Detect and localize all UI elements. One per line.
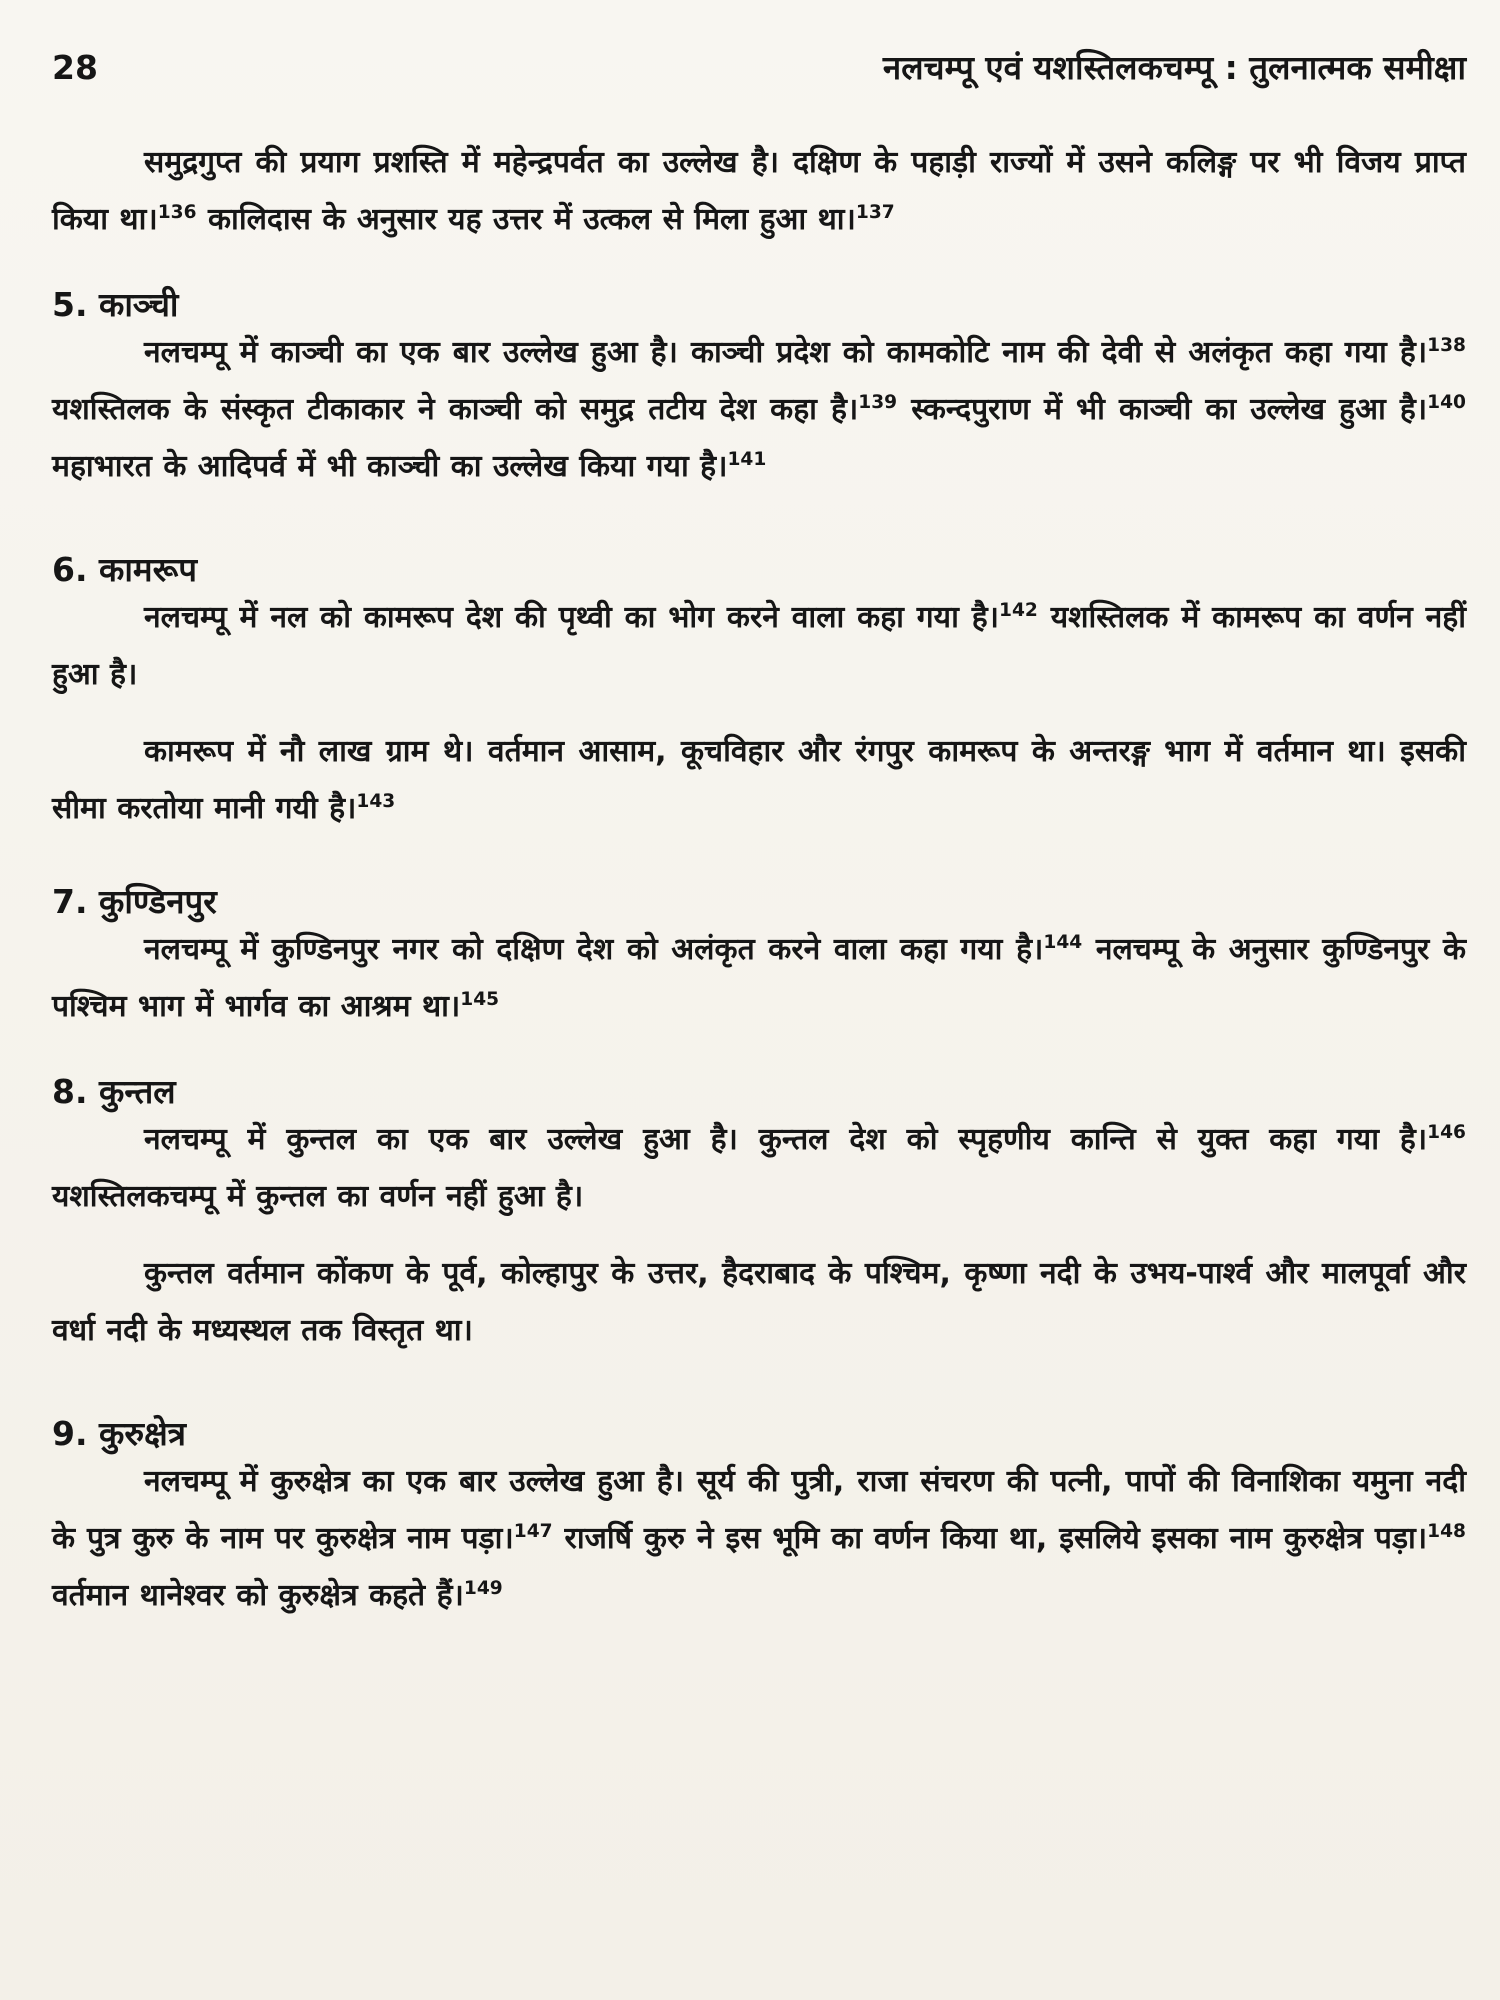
footnote-145: 145 bbox=[460, 989, 500, 1010]
kundinapur-text-2: नलचम्पू के अनुसार कुण्डिनपुर के पश्चिम भाग में भार्गव का आश्रम था। bbox=[52, 932, 1466, 1024]
page-content bbox=[52, 134, 1466, 1624]
kundinapur-paragraph bbox=[52, 921, 1466, 1035]
footnote-142: 142 bbox=[999, 600, 1038, 621]
footnote-136: 136 bbox=[157, 202, 197, 223]
page-header bbox=[52, 48, 1466, 134]
section-kurukshetra bbox=[52, 1397, 1466, 1624]
section-heading-kamarupa: 6. कामरूप bbox=[52, 550, 197, 590]
footnote-138: 138 bbox=[1427, 335, 1466, 356]
intro-paragraph bbox=[52, 134, 1466, 248]
kuntal-paragraph-2 bbox=[52, 1245, 1466, 1359]
kamarupa-text-2: यशस्तिलक में कामरूप का वर्णन नहीं हुआ है। bbox=[52, 600, 1467, 692]
spacer bbox=[52, 248, 1466, 268]
footnote-144: 144 bbox=[1043, 932, 1083, 953]
spacer bbox=[52, 703, 1466, 723]
footnote-146: 146 bbox=[1427, 1122, 1466, 1143]
kanchi-text-2: यशस्तिलक के संस्कृत टीकाकार ने काञ्ची को समुद्र तटीय देश कहा है। bbox=[52, 392, 859, 427]
section-kuntal bbox=[52, 1055, 1466, 1359]
intro-text-1: समुद्रगुप्त की प्रयाग प्रशस्ति में महेन्द्रपर्वत का उल्लेख है। दक्षिण के पहाड़ी राज्यों में उसने कलिङ्ग पर भी विजय प्राप्त किया था। bbox=[52, 145, 1466, 237]
footnote-149: 149 bbox=[463, 1578, 503, 1599]
kanchi-text-3: स्कन्दपुराण में भी काञ्ची का उल्लेख हुआ है। bbox=[897, 392, 1428, 427]
kamarupa-text-1: नलचम्पू में नल को कामरूप देश की पृथ्वी का भोग करने वाला कहा गया है। bbox=[144, 600, 1000, 635]
section-kundinapur bbox=[52, 865, 1466, 1035]
kamarupa-paragraph-2 bbox=[52, 723, 1466, 837]
section-kanchi bbox=[52, 268, 1466, 495]
kamarupa-text-3: कामरूप में नौ लाख ग्राम थे। वर्तमान आसाम, कूचविहार और रंगपुर कामरूप के अन्तरङ्ग भाग में वर्तमान था। इसकी सीमा करतोया मानी गयी है। bbox=[52, 734, 1466, 826]
intro-text-2: कालिदास के अनुसार यह उत्तर में उत्कल से मिला हुआ था। bbox=[196, 202, 856, 237]
footnote-139: 139 bbox=[858, 392, 898, 413]
kurukshetra-text-1: नलचम्पू में कुरुक्षेत्र का एक बार उल्लेख हुआ है। सूर्य की पुत्री, राजा संचरण की पत्नी, पापों की विनाशिका यमुना नदी के पुत्र कुरु के नाम पर कुरुक्षेत्र नाम पड़ा। bbox=[52, 1464, 1466, 1556]
spacer bbox=[52, 1035, 1466, 1055]
kanchi-text-1: नलचम्पू में काञ्ची का एक बार उल्लेख हुआ है। काञ्ची प्रदेश को कामकोटि नाम की देवी से अलंकृत कहा गया है। bbox=[144, 335, 1428, 370]
kuntal-paragraph-1 bbox=[52, 1111, 1466, 1225]
spacer bbox=[52, 837, 1466, 865]
section-heading-kanchi: 5. काञ्ची bbox=[52, 285, 179, 325]
kamarupa-paragraph-1 bbox=[52, 589, 1466, 703]
kuntal-text-1: नलचम्पू में कुन्तल का एक बार उल्लेख हुआ है। कुन्तल देश को स्पृहणीय कान्ति से युक्त कहा गया है। bbox=[144, 1122, 1428, 1157]
footnote-137: 137 bbox=[855, 202, 895, 223]
kuntal-text-2: यशस्तिलकचम्पू में कुन्तल का वर्णन नहीं हुआ है। bbox=[52, 1179, 584, 1214]
kurukshetra-paragraph bbox=[52, 1453, 1466, 1624]
spacer bbox=[52, 1359, 1466, 1397]
spacer bbox=[52, 495, 1466, 533]
section-heading-kurukshetra: 9. कुरुक्षेत्र bbox=[52, 1414, 186, 1454]
section-heading-kundinapur: 7. कुण्डिनपुर bbox=[52, 882, 217, 922]
section-heading-kuntal: 8. कुन्तल bbox=[52, 1072, 176, 1112]
kundinapur-text-1: नलचम्पू में कुण्डिनपुर नगर को दक्षिण देश को अलंकृत करने वाला कहा गया है। bbox=[144, 932, 1044, 967]
kanchi-text-4: महाभारत के आदिपर्व में भी काञ्ची का उल्लेख किया गया है। bbox=[52, 449, 728, 484]
kuntal-text-3: कुन्तल वर्तमान कोंकण के पूर्व, कोल्हापुर के उत्तर, हैदराबाद के पश्चिम, कृष्णा नदी के उभय-पार्श्व और मालपूर्वा और वर्धा नदी के मध्यस्थल तक विस्तृत था। bbox=[52, 1256, 1466, 1348]
footnote-147: 147 bbox=[513, 1521, 553, 1542]
kurukshetra-text-3: वर्तमान थानेश्वर को कुरुक्षेत्र कहते हैं। bbox=[52, 1578, 464, 1613]
footnote-143: 143 bbox=[356, 791, 396, 812]
kanchi-paragraph bbox=[52, 324, 1466, 495]
spacer bbox=[52, 1225, 1466, 1245]
footnote-141: 141 bbox=[727, 449, 767, 470]
footnote-148: 148 bbox=[1427, 1521, 1466, 1542]
footnote-140: 140 bbox=[1427, 392, 1466, 413]
section-kamarupa bbox=[52, 533, 1466, 837]
running-head-title: नलचम्पू एवं यशस्तिलकचम्पू : तुलनात्मक समीक्षा bbox=[882, 48, 1466, 87]
kurukshetra-text-2: राजर्षि कुरु ने इस भूमि का वर्णन किया था, इसलिये इसका नाम कुरुक्षेत्र पड़ा। bbox=[552, 1521, 1428, 1556]
page-number: 28 bbox=[52, 48, 98, 87]
